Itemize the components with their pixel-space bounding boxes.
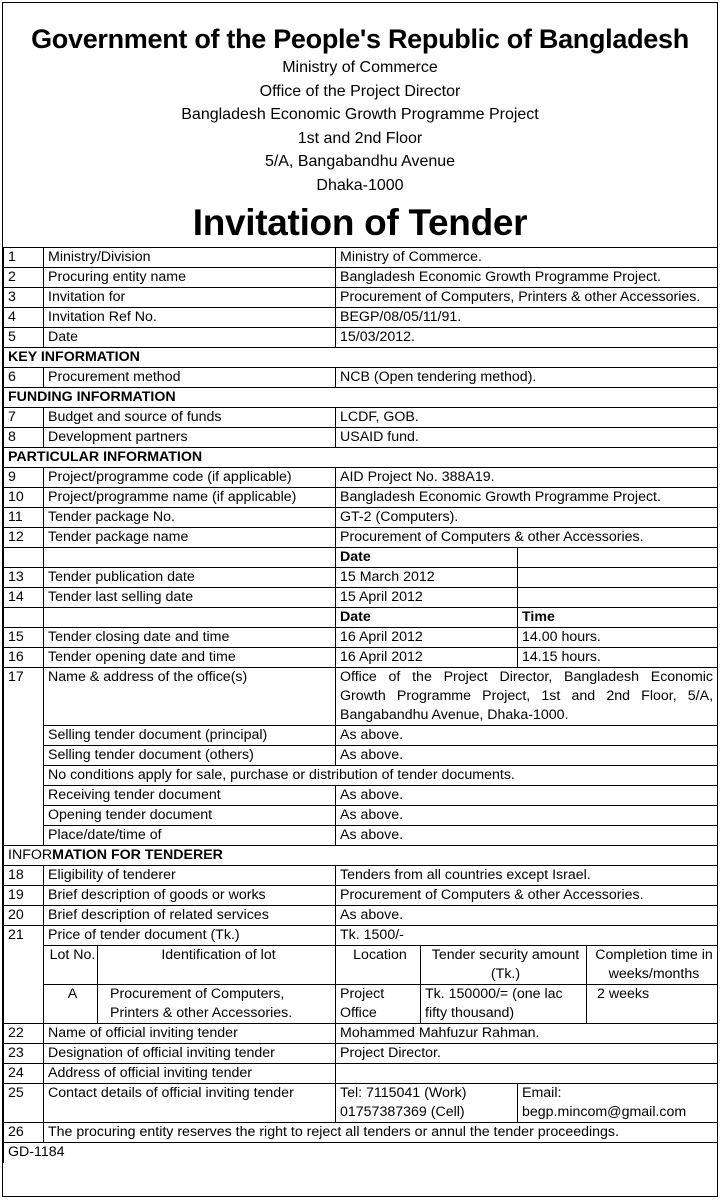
row-number: 16 (4, 647, 44, 667)
row-value: 15/03/2012. (336, 327, 718, 347)
row-value: Procurement of Computers, Printers & other Accessories. (336, 287, 718, 307)
row-value: Bangladesh Economic Growth Programme Project. (336, 267, 718, 287)
row-number: 17 (4, 667, 44, 725)
table-row (4, 785, 718, 805)
row-number: 18 (4, 865, 44, 885)
row-number: 12 (4, 527, 44, 547)
table-row (4, 307, 718, 327)
row-label: Contact details of official inviting tender (44, 1083, 336, 1122)
table-row (4, 267, 718, 287)
section-row (4, 845, 718, 865)
section-row (4, 447, 718, 467)
notice-header (3, 23, 717, 247)
table-row (4, 667, 718, 725)
table-row (4, 367, 718, 387)
row-number: 20 (4, 905, 44, 925)
row-value: Ministry of Commerce. (336, 247, 718, 267)
table-row (4, 407, 718, 427)
row-label: Place/date/time of (44, 825, 336, 845)
row-number: 19 (4, 885, 44, 905)
subheader-row (4, 547, 718, 567)
project-line: Bangladesh Economic Growth Programme Project (181, 106, 539, 124)
row-value: Project Director. (336, 1043, 718, 1063)
row-number: 8 (4, 427, 44, 447)
floor-line: 1st and 2nd Floor (297, 129, 423, 147)
section-title-bold: MATION FOR TENDERER (52, 846, 223, 863)
row-label: Brief description of goods or works (44, 885, 336, 905)
row-label: Name of official inviting tender (44, 1023, 336, 1043)
contact-email-cell (518, 1083, 718, 1122)
row-label: Procurement method (44, 367, 336, 387)
contact-email-label: Email: (522, 1084, 562, 1101)
section-title-plain: INFOR (8, 846, 53, 863)
row-label: Address of official inviting tender (44, 1063, 336, 1083)
row-label: Project/programme code (if applicable) (44, 467, 336, 487)
government-heading: Government of the People's Republic of Bangladesh (31, 24, 689, 54)
lot-header-lot: Lot No. (44, 945, 98, 984)
section-row (4, 387, 718, 407)
row-value: As above. (336, 785, 718, 805)
row-value: Procurement of Computers & other Accessories. (336, 885, 718, 905)
row-value: As above. (336, 805, 718, 825)
table-row (4, 527, 718, 547)
table-row (4, 1043, 718, 1063)
row-number: 24 (4, 1063, 44, 1083)
row-note: The procuring entity reserves the right to reject all tenders or annul the tender proceedings. (44, 1122, 718, 1142)
row-time: 14.00 hours. (518, 627, 718, 647)
contact-email[interactable]: begp.mincom@gmail.com (522, 1103, 687, 1120)
row-number: 22 (4, 1023, 44, 1043)
row-label: Eligibility of tenderer (44, 865, 336, 885)
row-label: Opening tender document (44, 805, 336, 825)
row-label: Budget and source of funds (44, 407, 336, 427)
row-value: As above. (336, 725, 718, 745)
row-number: 6 (4, 367, 44, 387)
table-row (4, 1122, 718, 1142)
table-row (4, 247, 718, 267)
table-row (4, 1083, 718, 1122)
section-particular-information: PARTICULAR INFORMATION (4, 447, 718, 467)
time-column-header: Time (518, 607, 718, 627)
row-label: Ministry/Division (44, 247, 336, 267)
row-value: Mohammed Mahfuzur Rahman. (336, 1023, 718, 1043)
tender-info-table (3, 247, 718, 1163)
row-label: Project/programme name (if applicable) (44, 487, 336, 507)
table-row (4, 287, 718, 307)
contact-cell: 01757387369 (Cell) (340, 1103, 465, 1120)
row-number: 14 (4, 587, 44, 607)
row-number: 2 (4, 267, 44, 287)
row-number: 10 (4, 487, 44, 507)
table-row (4, 627, 718, 647)
lot-location: Project Office (336, 984, 421, 1023)
row-number: 21 (4, 925, 44, 945)
row-label: Invitation Ref No. (44, 307, 336, 327)
table-row (4, 925, 718, 945)
row-label: Tender opening date and time (44, 647, 336, 667)
table-row (4, 825, 718, 845)
row-value: 15 March 2012 (336, 567, 518, 587)
row-time: 14.15 hours. (518, 647, 718, 667)
subheader-row (4, 607, 718, 627)
section-row (4, 347, 718, 367)
row-value: Bangladesh Economic Growth Programme Project. (336, 487, 718, 507)
row-value: GT-2 (Computers). (336, 507, 718, 527)
row-label: Selling tender document (principal) (44, 725, 336, 745)
row-number: 25 (4, 1083, 44, 1122)
row-label: Price of tender document (Tk.) (44, 925, 336, 945)
table-row (4, 745, 718, 765)
row-label: Tender last selling date (44, 587, 336, 607)
no-conditions-note: No conditions apply for sale, purchase or distribution of tender documents. (44, 765, 718, 785)
section-information-for-tenderer (4, 845, 718, 865)
row-label: Selling tender document (others) (44, 745, 336, 765)
address-line: 5/A, Bangabandhu Avenue (264, 153, 456, 171)
section-key-information: KEY INFORMATION (4, 347, 718, 367)
table-row (4, 427, 718, 447)
lot-identification: Procurement of Computers, Printers & other Accessories. (98, 984, 336, 1023)
lot-row (4, 984, 718, 1023)
lot-value: A (44, 984, 98, 1023)
row-value: LCDF, GOB. (336, 407, 718, 427)
table-row (4, 1063, 718, 1083)
row-number: 11 (4, 507, 44, 527)
table-row (4, 865, 718, 885)
contact-tel: Tel: 7115041 (Work) (340, 1084, 467, 1101)
row-value: 16 April 2012 (336, 647, 518, 667)
office-line: Office of the Project Director (259, 82, 461, 100)
row-value: AID Project No. 388A19. (336, 467, 718, 487)
table-row (4, 327, 718, 347)
row-label: Brief description of related services (44, 905, 336, 925)
lot-header-completion: Completion time in weeks/months (587, 945, 718, 984)
row-value: Office of the Project Director, Bangladesh Economic Growth Programme Project, 1st and 2nd Floor, 5/A, Bangabandhu Avenue, Dhaka-1000. (336, 667, 718, 725)
section-funding-information: FUNDING INFORMATION (4, 387, 718, 407)
lot-completion: 2 weeks (587, 984, 718, 1023)
table-row (4, 507, 718, 527)
row-value: Tenders from all countries except Israel. (336, 865, 718, 885)
row-label: Designation of official inviting tender (44, 1043, 336, 1063)
row-label: Tender publication date (44, 567, 336, 587)
row-number: 9 (4, 467, 44, 487)
row-value: 15 April 2012 (336, 587, 518, 607)
footer-row (4, 1142, 718, 1163)
table-row (4, 725, 718, 745)
footer-code: GD-1184 (4, 1142, 718, 1163)
row-value: BEGP/08/05/11/91. (336, 307, 718, 327)
table-row (4, 487, 718, 507)
row-label: Date (44, 327, 336, 347)
table-row (4, 1023, 718, 1043)
row-label: Development partners (44, 427, 336, 447)
table-row (4, 587, 718, 607)
row-number: 5 (4, 327, 44, 347)
row-value: USAID fund. (336, 427, 718, 447)
row-number: 1 (4, 247, 44, 267)
row-value: 16 April 2012 (336, 627, 518, 647)
lot-header-location: Location (336, 945, 421, 984)
row-label: Tender closing date and time (44, 627, 336, 647)
lot-header-security: Tender security amount (Tk.) (421, 945, 587, 984)
row-number: 3 (4, 287, 44, 307)
notice-title: Invitation of Tender (192, 201, 528, 243)
row-value: Procurement of Computers & other Accessories. (336, 527, 718, 547)
row-number: 13 (4, 567, 44, 587)
row-number: 4 (4, 307, 44, 327)
contact-phone-cell (336, 1083, 518, 1122)
lot-header-identification: Identification of lot (98, 945, 336, 984)
table-row (4, 567, 718, 587)
city-line: Dhaka-1000 (316, 176, 404, 194)
row-label: Invitation for (44, 287, 336, 307)
table-row (4, 647, 718, 667)
row-label: Procuring entity name (44, 267, 336, 287)
row-number: 7 (4, 407, 44, 427)
row-value: As above. (336, 825, 718, 845)
row-label: Tender package name (44, 527, 336, 547)
row-label: Tender package No. (44, 507, 336, 527)
row-label: Name & address of the office(s) (44, 667, 336, 725)
row-number: 23 (4, 1043, 44, 1063)
row-value: Tk. 1500/- (336, 925, 718, 945)
table-row (4, 805, 718, 825)
row-value: As above. (336, 745, 718, 765)
lot-security: Tk. 150000/= (one lac fifty thousand) (421, 984, 587, 1023)
row-label: Receiving tender document (44, 785, 336, 805)
date-column-header: Date (336, 607, 518, 627)
row-value: As above. (336, 905, 718, 925)
table-row (4, 765, 718, 785)
row-number: 26 (4, 1122, 44, 1142)
row-value: NCB (Open tendering method). (336, 367, 718, 387)
row-number: 15 (4, 627, 44, 647)
tender-notice (2, 2, 718, 1197)
table-row (4, 885, 718, 905)
table-row (4, 905, 718, 925)
row-value (336, 1063, 718, 1083)
lot-header-row (4, 945, 718, 984)
table-row (4, 467, 718, 487)
ministry-line: Ministry of Commerce (282, 59, 438, 76)
date-column-header: Date (336, 547, 518, 567)
